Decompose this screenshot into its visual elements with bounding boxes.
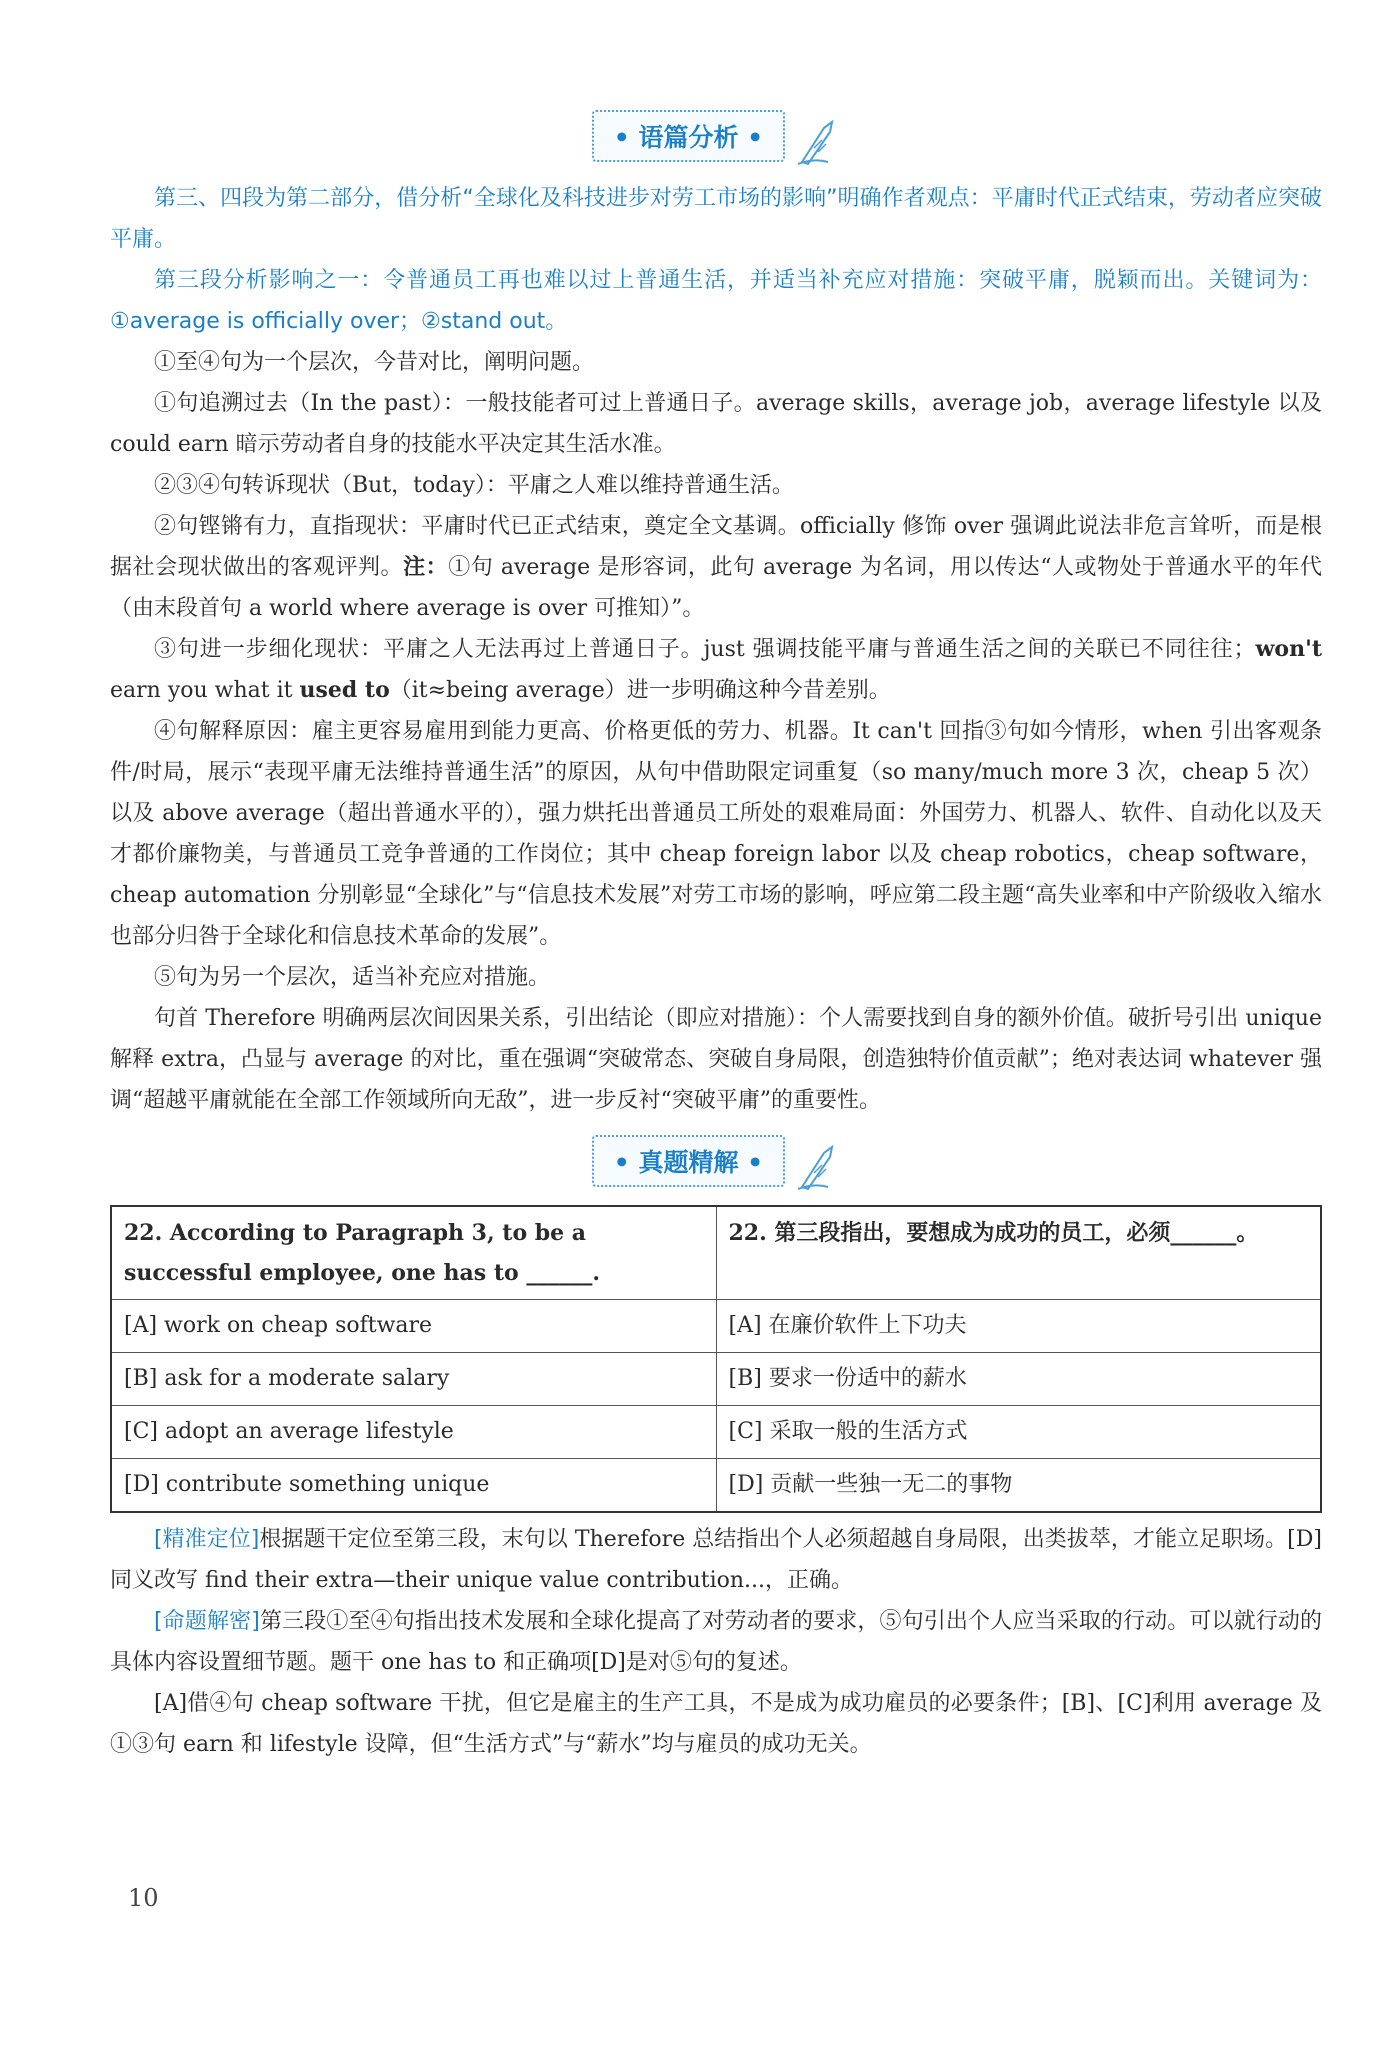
option-b-cn: [B] 要求一份适中的薪水 [716,1353,1321,1406]
note-text: ①句 average 是形容词，此句 average 为名词，用以传达“人或物处于普通水平的年代（由末段首句 a world where average is over 可推知）”。 [110,555,1322,621]
paragraph-7-end: （it≈being average）进一步明确这种今昔差别。 [389,678,891,703]
section-header-analysis [110,110,1322,164]
analysis-text: 根据题干定位至第三段，末句以 Therefore 总结指出个人必须超越自身局限，出类拔萃，才能立足职场。[D]同义改写 find their extra—their unique value contribution...，正确。 [110,1527,1322,1593]
used-to-phrase: used to [299,677,390,703]
table-row [111,1300,1321,1353]
option-c-en: [C] adopt an average lifestyle [111,1406,716,1459]
analysis-text: 第三段①至④句指出技术发展和全球化提高了对劳动者的要求，⑤句引出个人应当采取的行动。可以就行动的具体内容设置细节题。题干 one has to 和正确项[D]是对⑤句的复述。 [110,1609,1322,1675]
analysis-text: [A]借④句 cheap software 干扰，但它是雇主的生产工具，不是成为成功雇员的必要条件；[B]、[C]利用 average 及①③句 earn 和 lifestyle 设障，但“生活方式”与“薪水”均与雇员的成功无关。 [110,1691,1322,1757]
section-header-questions [110,1135,1322,1189]
page-content [110,110,1322,1765]
option-a-cn: [A] 在廉价软件上下功夫 [716,1300,1321,1353]
table-row [111,1353,1321,1406]
paragraph-6 [110,506,1322,629]
question-stem-cn: 22. 第三段指出，要想成为成功的员工，必须______。 [716,1206,1321,1300]
analysis-tag: [精准定位] [154,1527,260,1552]
question-table [110,1205,1322,1513]
paragraph-8: ④句解释原因：雇主更容易雇用到能力更高、价格更低的劳力、机器。It can't 回指③句如今情形，when 引出客观条件/时局，展示“表现平庸无法维持普通生活”的原因，从句中借助限定词重复（so many/much more 3 次，cheap 5 次）以及 above average（超出普通水平的），强力烘托出普通员工所处的艰难局面：外国劳力、机器人、软件、自动化以及天才都价廉物美，与普通员工竞争普通的工作岗位；其中 cheap foreign labor 以及 cheap robotics，cheap software，cheap automation 分别彰显“全球化”与“信息技术发展”对劳工市场的影响，呼应第二段主题“高失业率和中产阶级收入缩水也部分归咎于全球化和信息技术革命的发展”。 [110,719,1322,949]
section-title: • 语篇分析 • [592,110,785,162]
analysis-3 [110,1683,1322,1765]
option-d-en: [D] contribute something unique [111,1459,716,1513]
pen-icon [794,1143,840,1191]
option-b-en: [B] ask for a moderate salary [111,1353,716,1406]
analysis-tag: [命题解密] [154,1609,260,1634]
table-row [111,1406,1321,1459]
paragraph-3: ①至④句为一个层次，今昔对比，阐明问题。 [154,350,595,375]
paragraph-7-mid: earn you what it [110,678,300,703]
page-number: 10 [128,1884,159,1912]
option-d-cn: [D] 贡献一些独一无二的事物 [716,1459,1321,1513]
paragraph-7 [110,629,1322,711]
analysis-2 [110,1601,1322,1683]
table-row [111,1206,1321,1300]
wont-phrase: won't [1255,636,1322,662]
paragraph-7-main: ③句进一步细化现状：平庸之人无法再过上普通日子。just 强调技能平庸与普通生活之间的关联已不同往往； [154,637,1256,662]
paragraph-10: 句首 Therefore 明确两层次间因果关系，引出结论（即应对措施）：个人需要找到自身的额外价值。破折号引出 unique 解释 extra，凸显与 average 的对比，重在强调“突破常态、突破自身局限，创造独特价值贡献”；绝对表达词 whatever 强调“超越平庸就能在全部工作领域所向无敌”，进一步反衬“突破平庸”的重要性。 [110,1006,1322,1113]
note-label: 注： [403,554,449,580]
paragraph-2: 第三段分析影响之一：令普通员工再也难以过上普通生活，并适当补充应对措施：突破平庸，脱颖而出。关键词为：①average is officially over；②stand out。 [110,268,1322,334]
analysis-1 [110,1519,1322,1601]
paragraph-1: 第三、四段为第二部分，借分析“全球化及科技进步对劳工市场的影响”明确作者观点：平庸时代正式结束，劳动者应突破平庸。 [110,186,1322,252]
paragraph-5: ②③④句转诉现状（But，today）：平庸之人难以维持普通生活。 [154,473,794,498]
paragraph-4: ①句追溯过去（In the past）：一般技能者可过上普通日子。average skills，average job，average lifestyle 以及 could earn 暗示劳动者自身的技能水平决定其生活水准。 [110,391,1322,457]
paragraph-6-main: ②句铿锵有力，直指现状：平庸时代已正式结束，奠定全文基调。officially 修饰 over 强调此说法非危言耸听，而是根据社会现状做出的客观评判。 [110,514,1322,580]
option-c-cn: [C] 采取一般的生活方式 [716,1406,1321,1459]
paragraph-9: ⑤句为另一个层次，适当补充应对措施。 [154,965,551,990]
section-title: • 真题精解 • [592,1135,785,1187]
table-row [111,1459,1321,1513]
pen-icon [794,118,840,166]
option-a-en: [A] work on cheap software [111,1300,716,1353]
question-stem-en: 22. According to Paragraph 3, to be a successful employee, one has to ______. [111,1206,716,1300]
